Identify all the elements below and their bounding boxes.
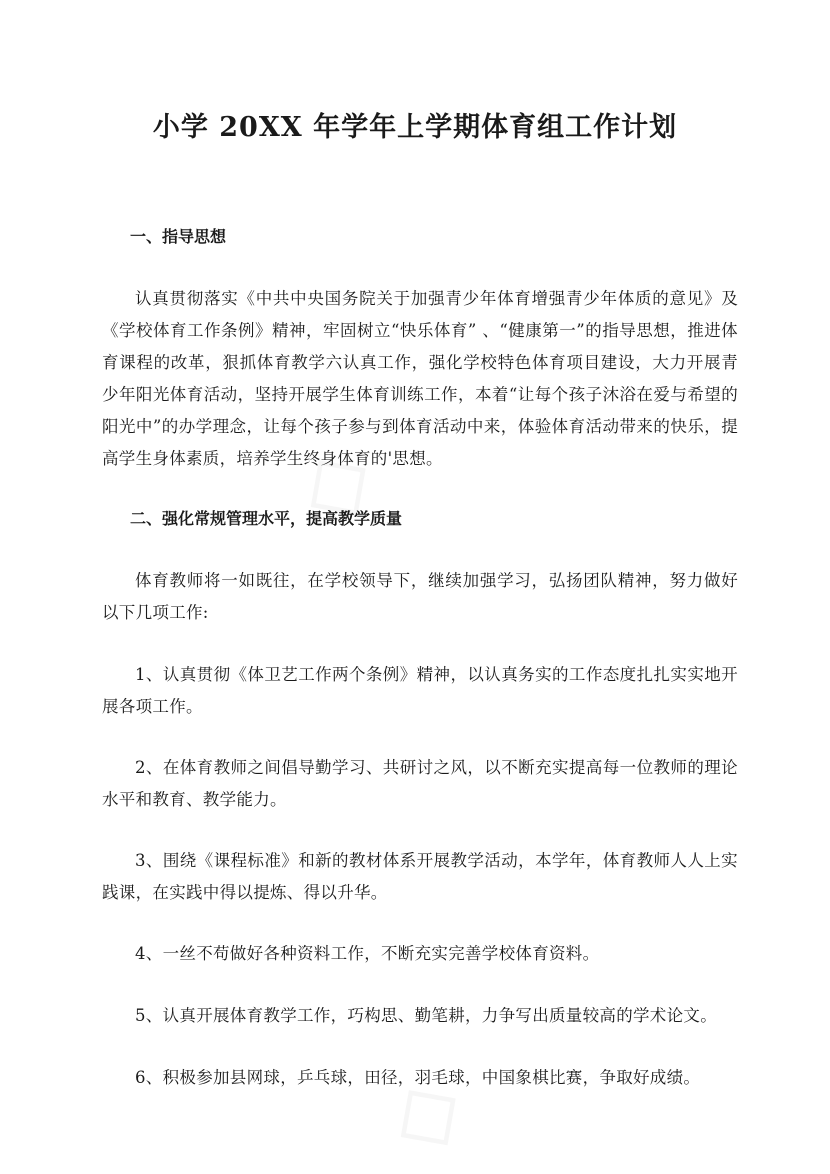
list-item: 2、在体育教师之间倡导勤学习、共研讨之风，以不断充实提高每一位教师的理论水平和教育、教学能力。 — [102, 758, 738, 809]
list-item: 6、积极参加县网球，乒乓球，田径，羽毛球，中国象棋比赛，争取好成绩。 — [135, 1068, 701, 1087]
guiding-ideology-paragraph: 认真贯彻落实《中共中央国务院关于加强青少年体育增强青少年体质的意见》及《学校体育工作条例》精神，牢固树立“快乐体育” 、“健康第一”的指导思想，推进体育课程的改革，狠抓体育教学六认真工作，强化学校特色体育项目建设，大力开展青少年阳光体育活动，坚持开展学生体育训练工作，本着“让每个孩子沐浴在爱与希望的阳光中”的办学理念，让每个孩子参与到体育活动中来，体验体育活动带来的快乐，提高学生身体素质，培养学生终身体育的'思想。 — [102, 289, 738, 468]
routine-management-intro: 体育教师将一如既往，在学校领导下，继续加强学习，弘扬团队精神，努力做好以下几项工作: — [102, 571, 738, 622]
list-item: 1、认真贯彻《体卫艺工作两个条例》精神，以认真务实的工作态度扎扎实实地开展各项工作。 — [102, 665, 738, 716]
list-item: 3、围绕《课程标准》和新的教材体系开展教学活动，本学年，体育教师人人上实践课，在实践中得以提炼、得以升华。 — [102, 851, 738, 902]
document-title: 小学 20XX 年学年上学期体育组工作计划 — [152, 112, 678, 143]
list-item: 4、一丝不苟做好各种资料工作，不断充实完善学校体育资料。 — [135, 944, 600, 963]
list-item: 5、认真开展体育教学工作，巧构思、勤笔耕，力争写出质量较高的学术论文。 — [135, 1006, 717, 1025]
section-heading-routine-management: 二、强化常规管理水平，提高教学质量 — [130, 509, 403, 528]
section-heading-guiding-ideology: 一、指导思想 — [130, 227, 227, 246]
